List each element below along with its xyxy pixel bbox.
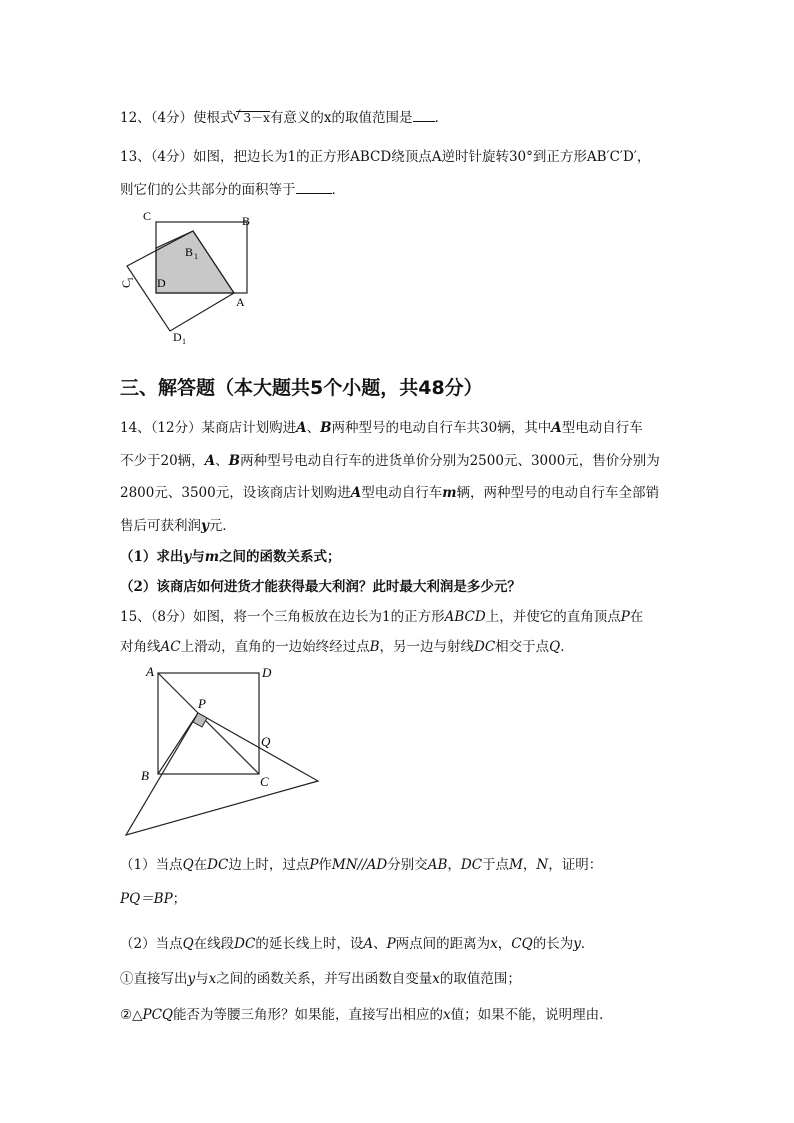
label-a: A bbox=[146, 664, 154, 679]
q12-score: （4分） bbox=[150, 110, 194, 126]
label-b1-sub: 1 bbox=[194, 252, 198, 261]
q13-line-2: 则它们的公共部分的面积等于 ． bbox=[120, 182, 345, 198]
q14-sub-1: （1）求出y与m之间的函数关系式； bbox=[120, 549, 341, 565]
diagonal-ac bbox=[158, 673, 259, 774]
radical-expression: √ 3－x bbox=[236, 111, 270, 125]
answer-blank bbox=[413, 109, 435, 122]
label-b: B bbox=[141, 768, 149, 783]
q15-line-2: 对角线AC上滑动，直角的一边始终经过点B，另一边与射线DC相交于点Q． bbox=[120, 639, 574, 655]
label-p: P bbox=[198, 696, 206, 711]
q14-line-3: 2800元、3500元，设该商店计划购进A型电动自行车m辆，两种型号的电动自行车全部销 bbox=[120, 485, 659, 501]
section-heading: 三、解答题（本大题共5个小题，共48分） bbox=[120, 377, 483, 399]
label-a: A bbox=[236, 295, 245, 309]
q15-line-1: 15、（8分）如图，将一个三角板放在边长为1的正方形ABCD上，并使它的直角顶点P在 bbox=[120, 609, 644, 625]
q14-sub-2: （2）该商店如何进货才能获得最大利润？此时最大利润是多少元？ bbox=[120, 579, 521, 595]
q15-figure bbox=[118, 660, 333, 840]
label-c: C bbox=[260, 774, 269, 789]
label-d: D bbox=[262, 665, 272, 680]
label-c: C bbox=[143, 209, 152, 223]
label-c1: C bbox=[119, 279, 133, 288]
q14-line-1: 14、（12分）某商店计划购进A、B两种型号的电动自行车共30辆，其中A型电动自行车 bbox=[120, 420, 643, 436]
q13-line-1: 13、（4分）如图，把边长为1的正方形ABCD绕顶点A逆时针旋转30°到正方形AB′C′D′， bbox=[120, 149, 651, 165]
label-q: Q bbox=[261, 734, 271, 749]
q14-line-4: 售后可获利润y元． bbox=[120, 518, 236, 534]
q14-line-2: 不少于20辆，A、B两种型号电动自行车的进货单价分别为2500元、3000元，售价分别为 bbox=[120, 453, 660, 469]
q15-sub-2-part-1: ①直接写出y与x之间的函数关系，并写出函数自变量x的取值范围； bbox=[120, 971, 521, 987]
q12-line: 12、（4分）使根式√ 3－x有意义的x的取值范围是 ． bbox=[120, 106, 448, 126]
q15-sub-1-proof: PQ＝BP； bbox=[120, 891, 187, 907]
answer-blank bbox=[296, 181, 332, 194]
q15-sub-1: （1）当点Q在DC边上时，过点P作MN//AD分别交AB，DC于点M，N，证明： bbox=[120, 857, 603, 873]
q13-score: （4分） bbox=[150, 149, 194, 165]
q15-sub-2-part-2: ②△PCQ能否为等腰三角形？如果能，直接写出相应的x值；如果不能，说明理由． bbox=[120, 1007, 613, 1023]
right-angle-mark bbox=[193, 713, 207, 727]
q15-sub-2: （2）当点Q在线段DC的延长线上时，设A、P两点间的距离为x，CQ的长为y． bbox=[120, 936, 595, 952]
label-d1: D bbox=[173, 330, 182, 344]
q13-number: 13、 bbox=[120, 149, 151, 165]
label-d: D bbox=[157, 276, 166, 290]
label-b: B bbox=[242, 214, 251, 228]
label-d1-sub: 1 bbox=[182, 337, 186, 346]
shaded-overlap bbox=[156, 231, 234, 293]
label-b1: B bbox=[185, 245, 194, 259]
q13-figure bbox=[118, 205, 258, 347]
q12-number: 12、 bbox=[120, 110, 151, 126]
label-c1-sub: 1 bbox=[126, 277, 135, 281]
